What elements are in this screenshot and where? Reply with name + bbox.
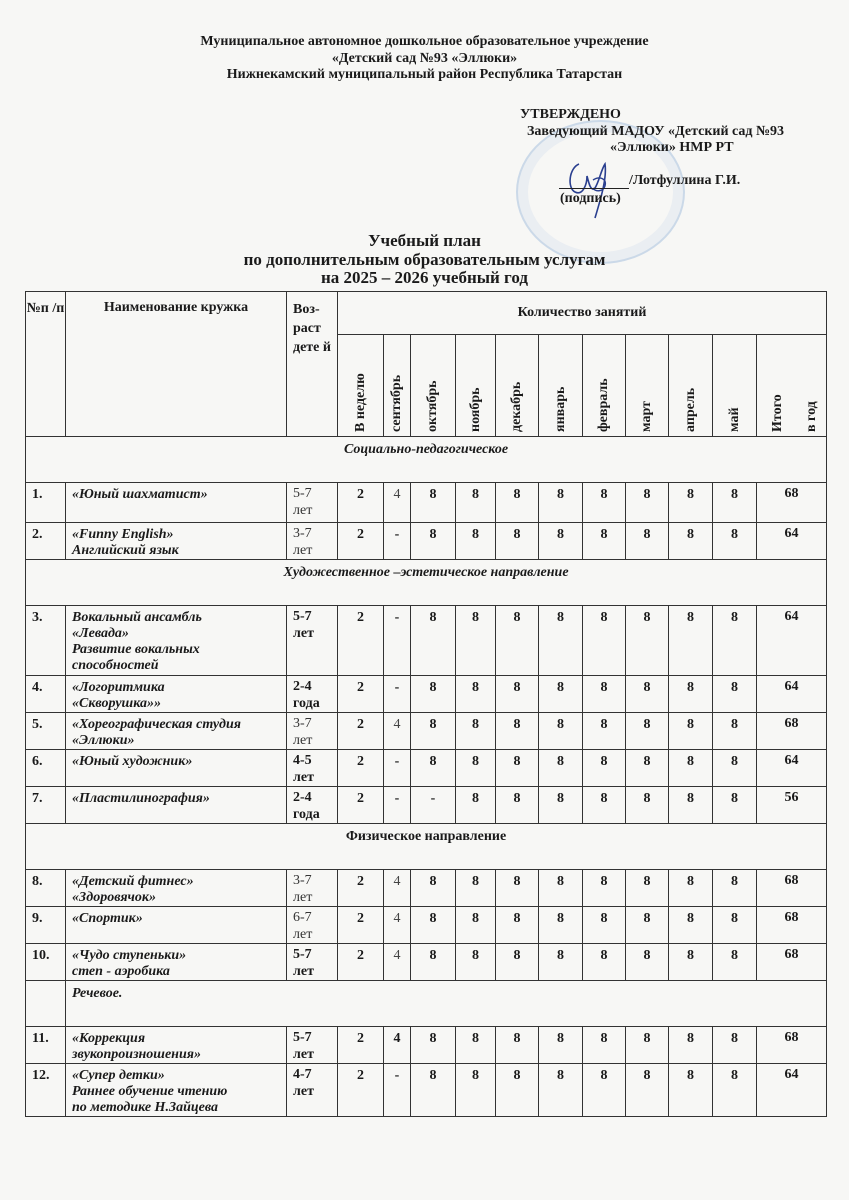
month-value: 8 — [713, 1027, 757, 1064]
title-line-1: Учебный план — [368, 231, 481, 250]
club-name-line: «Левада» — [72, 626, 129, 641]
club-name-line: «Юный шахматист» — [72, 487, 208, 502]
month-value: 8 — [626, 787, 669, 824]
signature-underline — [559, 174, 629, 189]
per-week-value: 2 — [338, 870, 384, 907]
year-total: 56 — [757, 787, 827, 824]
table-row — [26, 483, 827, 523]
header-month-may: май — [713, 335, 757, 437]
month-value: - — [384, 750, 411, 787]
study-plan-table — [25, 291, 827, 1117]
month-value: 8 — [456, 750, 496, 787]
section-row — [26, 981, 827, 1027]
month-value: 8 — [669, 676, 713, 713]
month-value: 8 — [456, 483, 496, 523]
month-value: - — [384, 1064, 411, 1117]
month-value: 8 — [496, 1027, 539, 1064]
club-name-line: Английский язык — [72, 543, 179, 558]
month-value: 8 — [456, 1027, 496, 1064]
year-total: 68 — [757, 870, 827, 907]
month-value: 8 — [626, 483, 669, 523]
month-value: 8 — [713, 606, 757, 676]
header-name: Наименование кружка — [66, 292, 287, 437]
month-value: 8 — [496, 944, 539, 981]
per-week-value: 2 — [338, 750, 384, 787]
table-row — [26, 944, 827, 981]
month-value: 8 — [411, 1027, 456, 1064]
month-value: 8 — [583, 907, 626, 944]
club-name — [66, 606, 287, 676]
row-number: 7. — [26, 787, 66, 824]
club-name-line: «Funny English» — [72, 527, 174, 542]
month-value: 8 — [626, 1027, 669, 1064]
month-value: - — [411, 787, 456, 824]
year-total: 64 — [757, 523, 827, 560]
month-value: 8 — [669, 907, 713, 944]
per-week-value: 2 — [338, 787, 384, 824]
age-range: 5-7 лет — [287, 944, 338, 981]
month-value: 8 — [626, 676, 669, 713]
club-name-line: «Хореографическая студия — [72, 717, 241, 732]
month-value: 8 — [539, 870, 583, 907]
month-value: 8 — [713, 944, 757, 981]
month-value: 8 — [713, 523, 757, 560]
header-age: Воз- раст дете й — [287, 292, 338, 437]
table-row — [26, 1027, 827, 1064]
row-number: 12. — [26, 1064, 66, 1117]
club-name-line: по методике Н.Зайцева — [72, 1100, 219, 1115]
table-row — [26, 676, 827, 713]
year-total: 64 — [757, 676, 827, 713]
month-value: 4 — [384, 483, 411, 523]
club-name — [66, 750, 287, 787]
month-value: 8 — [456, 907, 496, 944]
per-week-value: 2 — [338, 1027, 384, 1064]
per-week-value: 2 — [338, 676, 384, 713]
table-row — [26, 713, 827, 750]
section-empty-cell — [26, 981, 66, 1027]
month-value: 8 — [456, 606, 496, 676]
year-total: 68 — [757, 1027, 827, 1064]
header-num: №п /п — [26, 292, 66, 437]
row-number: 4. — [26, 676, 66, 713]
table-row — [26, 523, 827, 560]
club-name-line: степ - аэробика — [72, 964, 170, 979]
age-range: 5-7 лет — [287, 606, 338, 676]
club-name-line: «Супер детки» — [72, 1068, 165, 1083]
year-total: 68 — [757, 944, 827, 981]
header-month-jan: январь — [539, 335, 583, 437]
month-value: 8 — [583, 523, 626, 560]
per-week-value: 2 — [338, 944, 384, 981]
club-name-line: «Логоритмика — [72, 680, 165, 695]
table-header-row-1 — [26, 292, 827, 335]
month-value: 8 — [539, 483, 583, 523]
month-value: 8 — [496, 676, 539, 713]
month-value: 8 — [713, 750, 757, 787]
month-value: 8 — [411, 750, 456, 787]
table-row — [26, 750, 827, 787]
row-number: 2. — [26, 523, 66, 560]
month-value: 8 — [583, 606, 626, 676]
month-value: 8 — [456, 1064, 496, 1117]
month-value: 4 — [384, 713, 411, 750]
row-number: 9. — [26, 907, 66, 944]
header-month-sep: сентябрь — [384, 335, 411, 437]
year-total: 64 — [757, 1064, 827, 1117]
club-name-line: способностей — [72, 658, 159, 673]
month-value: 8 — [626, 606, 669, 676]
month-value: 8 — [626, 713, 669, 750]
club-name-line: звукопроизношения» — [72, 1047, 201, 1062]
month-value: 8 — [713, 1064, 757, 1117]
header-month-feb: февраль — [583, 335, 626, 437]
month-value: 8 — [626, 870, 669, 907]
club-name-line: «Коррекция — [72, 1031, 146, 1046]
month-value: 8 — [583, 483, 626, 523]
month-value: 8 — [583, 870, 626, 907]
club-name-line: «Скворушка»» — [72, 696, 161, 711]
row-number: 5. — [26, 713, 66, 750]
club-name — [66, 787, 287, 824]
month-value: 8 — [411, 713, 456, 750]
table-row — [26, 870, 827, 907]
month-value: 4 — [384, 1027, 411, 1064]
month-value: 4 — [384, 870, 411, 907]
year-total: 68 — [757, 907, 827, 944]
month-value: 4 — [384, 944, 411, 981]
month-value: 8 — [583, 787, 626, 824]
per-week-value: 2 — [338, 907, 384, 944]
section-title: Речевое. — [66, 981, 827, 1027]
month-value: 8 — [496, 907, 539, 944]
month-value: 8 — [539, 1064, 583, 1117]
year-total: 64 — [757, 750, 827, 787]
month-value: 8 — [539, 676, 583, 713]
header-quantity: Количество занятий — [338, 292, 827, 335]
header-month-apr: апрель — [669, 335, 713, 437]
club-name-line: Вокальный ансамбль — [72, 610, 202, 625]
month-value: 8 — [626, 523, 669, 560]
month-value: 8 — [626, 907, 669, 944]
month-value: 8 — [713, 870, 757, 907]
club-name-line: «Пластилинография» — [72, 791, 210, 806]
month-value: 8 — [669, 523, 713, 560]
header-per-week: В неделю — [338, 335, 384, 437]
month-value: 8 — [411, 676, 456, 713]
club-name-line: Раннее обучение чтению — [72, 1084, 228, 1099]
month-value: 8 — [626, 1064, 669, 1117]
club-name — [66, 870, 287, 907]
month-value: 8 — [539, 523, 583, 560]
title-line-2: по дополнительным образовательным услугам — [243, 249, 606, 269]
row-number: 1. — [26, 483, 66, 523]
month-value: 8 — [539, 713, 583, 750]
club-name-line: «Спортик» — [72, 911, 143, 926]
month-value: 8 — [496, 870, 539, 907]
organization-header — [0, 34, 849, 84]
month-value: 8 — [626, 944, 669, 981]
age-range: 4-7 лет — [287, 1064, 338, 1117]
approval-block — [500, 107, 784, 207]
org-line-3: Нижнекамский муниципальный район Республика Татарстан — [226, 67, 623, 82]
month-value: 8 — [456, 787, 496, 824]
month-value: - — [384, 523, 411, 560]
month-value: - — [384, 676, 411, 713]
month-value: 8 — [669, 1064, 713, 1117]
month-value: 8 — [411, 907, 456, 944]
month-value: 8 — [539, 1027, 583, 1064]
age-range: 5-7 лет — [287, 483, 338, 523]
month-value: 8 — [539, 787, 583, 824]
per-week-value: 2 — [338, 483, 384, 523]
month-value: 8 — [496, 750, 539, 787]
month-value: 8 — [583, 750, 626, 787]
table-row — [26, 1064, 827, 1117]
org-line-1: Муниципальное автономное дошкольное образовательное учреждение — [200, 34, 649, 49]
club-name-line: «Эллюки» — [72, 733, 135, 748]
approver-position-1: Заведующий МАДОУ «Детский сад №93 — [527, 123, 785, 139]
signature-caption: (подпись) — [560, 190, 621, 206]
month-value: 8 — [626, 750, 669, 787]
age-range: 2-4 года — [287, 787, 338, 824]
row-number: 3. — [26, 606, 66, 676]
age-range: 3-7 лет — [287, 713, 338, 750]
per-week-value: 2 — [338, 1064, 384, 1117]
month-value: 4 — [384, 907, 411, 944]
section-title: Художественное –эстетическое направление — [26, 560, 827, 606]
month-value: 8 — [583, 676, 626, 713]
table-body — [26, 437, 827, 1117]
month-value: 8 — [411, 944, 456, 981]
month-value: 8 — [669, 713, 713, 750]
table-row — [26, 787, 827, 824]
year-total: 68 — [757, 483, 827, 523]
month-value: 8 — [411, 483, 456, 523]
month-value: 8 — [583, 1027, 626, 1064]
month-value: 8 — [539, 907, 583, 944]
month-value: 8 — [411, 523, 456, 560]
month-value: - — [384, 606, 411, 676]
club-name-line: Развитие вокальных — [72, 642, 200, 657]
header-month-dec: декабрь — [496, 335, 539, 437]
section-row — [26, 437, 827, 483]
header-month-mar: март — [626, 335, 669, 437]
month-value: 8 — [411, 606, 456, 676]
section-title: Социально-педагогическое — [26, 437, 827, 483]
month-value: 8 — [583, 1064, 626, 1117]
month-value: 8 — [496, 483, 539, 523]
month-value: 8 — [496, 1064, 539, 1117]
month-value: - — [384, 787, 411, 824]
title-line-3: на 2025 – 2026 учебный год — [321, 268, 528, 287]
approver-position-2: «Эллюки» НМР РТ — [610, 140, 734, 155]
row-number: 11. — [26, 1027, 66, 1064]
month-value: 8 — [713, 787, 757, 824]
month-value: 8 — [456, 676, 496, 713]
org-line-2: «Детский сад №93 «Эллюки» — [331, 50, 518, 66]
club-name-line: «Чудо ступеньки» — [72, 948, 187, 963]
month-value: 8 — [713, 907, 757, 944]
approved-label: УТВЕРЖДЕНО — [520, 107, 621, 122]
month-value: 8 — [456, 944, 496, 981]
month-value: 8 — [456, 713, 496, 750]
club-name — [66, 1027, 287, 1064]
club-name — [66, 676, 287, 713]
per-week-value: 2 — [338, 713, 384, 750]
row-number: 8. — [26, 870, 66, 907]
month-value: 8 — [713, 483, 757, 523]
month-value: 8 — [669, 787, 713, 824]
month-value: 8 — [411, 1064, 456, 1117]
club-name-line: «Здоровячок» — [72, 890, 156, 905]
month-value: 8 — [496, 787, 539, 824]
month-value: 8 — [539, 750, 583, 787]
club-name — [66, 523, 287, 560]
club-name — [66, 907, 287, 944]
club-name — [66, 713, 287, 750]
month-value: 8 — [713, 676, 757, 713]
section-row — [26, 824, 827, 870]
header-total: Итого в год — [757, 335, 827, 437]
club-name-line: «Детский фитнес» — [72, 874, 194, 889]
month-value: 8 — [669, 606, 713, 676]
month-value: 8 — [496, 606, 539, 676]
month-value: 8 — [583, 944, 626, 981]
club-name-line: «Юный художник» — [72, 754, 193, 769]
signature-line — [500, 173, 784, 191]
year-total: 64 — [757, 606, 827, 676]
year-total: 68 — [757, 713, 827, 750]
month-value: 8 — [669, 870, 713, 907]
club-name — [66, 944, 287, 981]
row-number: 10. — [26, 944, 66, 981]
age-range: 3-7 лет — [287, 523, 338, 560]
club-name — [66, 483, 287, 523]
month-value: 8 — [669, 483, 713, 523]
document-title — [0, 232, 849, 288]
month-value: 8 — [669, 944, 713, 981]
age-range: 2-4 года — [287, 676, 338, 713]
header-month-oct: октябрь — [411, 335, 456, 437]
month-value: 8 — [496, 523, 539, 560]
month-value: 8 — [456, 523, 496, 560]
month-value: 8 — [411, 870, 456, 907]
month-value: 8 — [539, 606, 583, 676]
age-range: 5-7 лет — [287, 1027, 338, 1064]
age-range: 4-5 лет — [287, 750, 338, 787]
club-name — [66, 1064, 287, 1117]
header-month-nov: ноябрь — [456, 335, 496, 437]
age-range: 3-7 лет — [287, 870, 338, 907]
per-week-value: 2 — [338, 606, 384, 676]
month-value: 8 — [713, 713, 757, 750]
per-week-value: 2 — [338, 523, 384, 560]
age-range: 6-7 лет — [287, 907, 338, 944]
table-row — [26, 606, 827, 676]
section-row — [26, 560, 827, 606]
month-value: 8 — [539, 944, 583, 981]
table-row — [26, 907, 827, 944]
month-value: 8 — [669, 750, 713, 787]
month-value: 8 — [496, 713, 539, 750]
month-value: 8 — [669, 1027, 713, 1064]
month-value: 8 — [583, 713, 626, 750]
section-title: Физическое направление — [26, 824, 827, 870]
month-value: 8 — [456, 870, 496, 907]
row-number: 6. — [26, 750, 66, 787]
approver-name: /Лотфуллина Г.И. — [629, 172, 741, 188]
